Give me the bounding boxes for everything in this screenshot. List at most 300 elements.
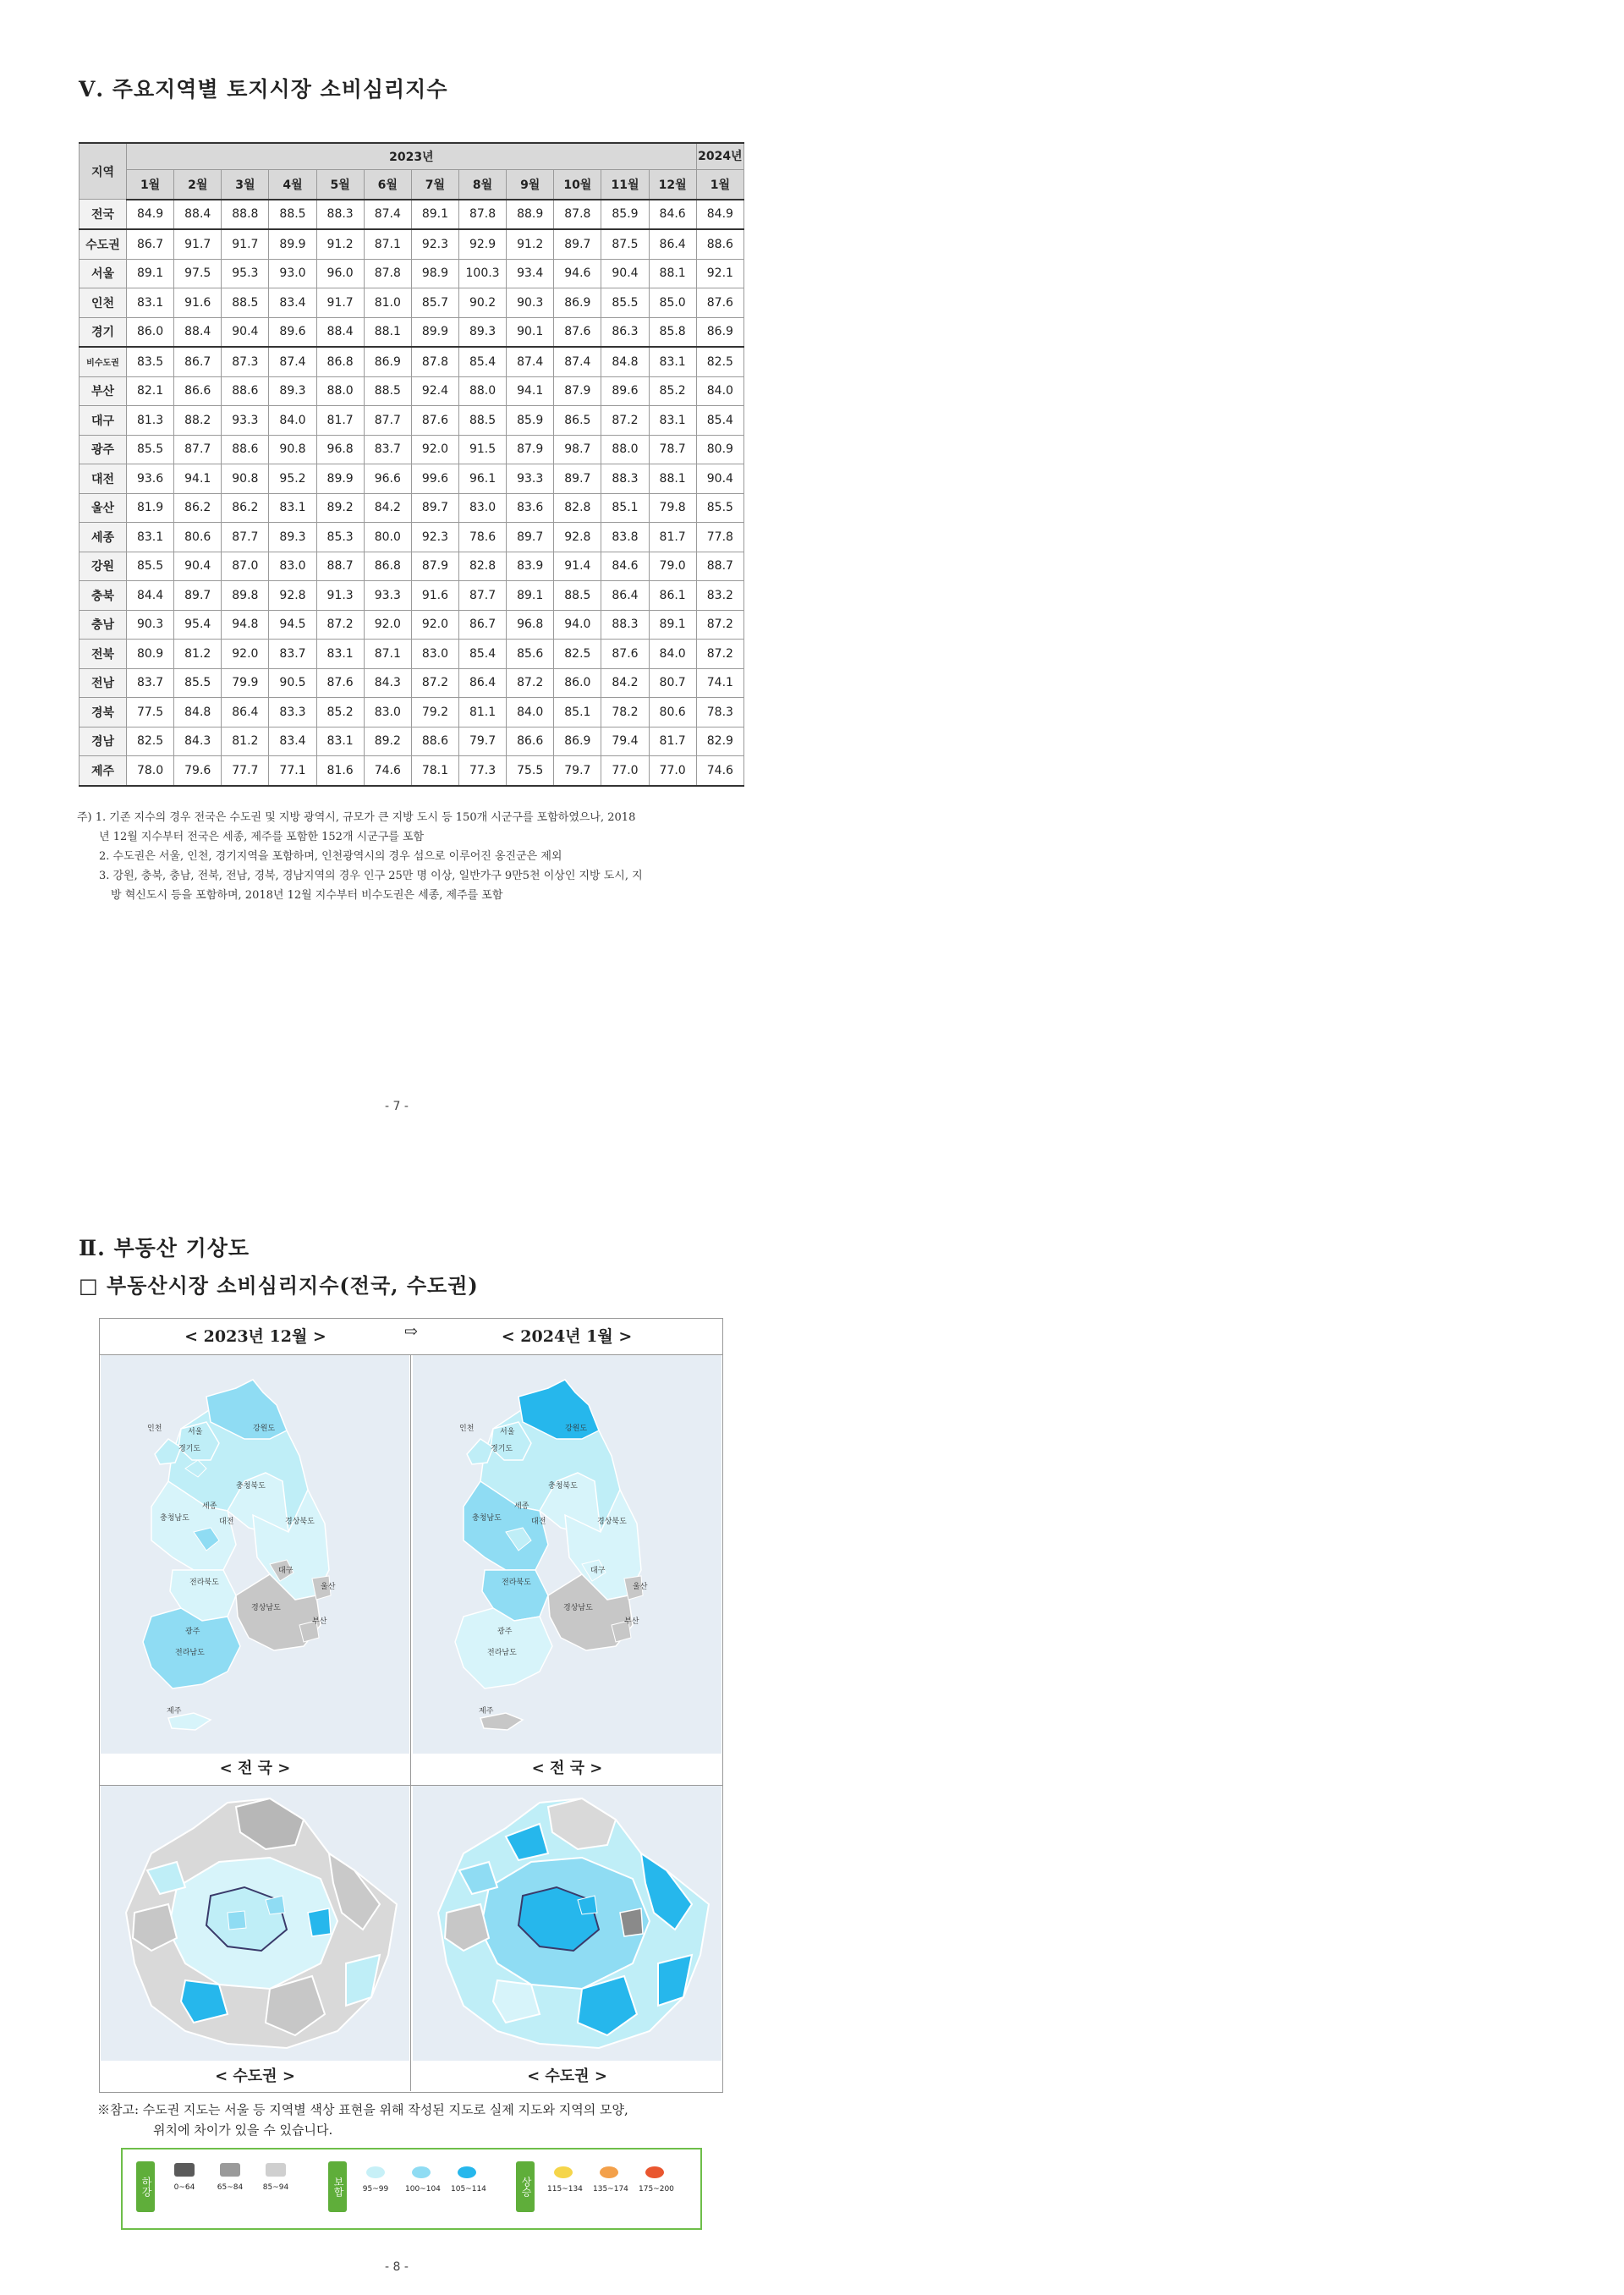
- value-cell: 92.0: [364, 610, 411, 640]
- value-cell: 84.4: [127, 581, 174, 611]
- capital-map-2023-12: [101, 1786, 409, 2061]
- value-cell: 86.9: [554, 727, 601, 756]
- caption-national-right: < 전 국 >: [413, 1754, 721, 1784]
- value-cell: 90.4: [601, 259, 649, 288]
- value-cell: 83.0: [458, 493, 506, 523]
- region-cell: 서울: [80, 259, 127, 288]
- value-cell: 85.4: [458, 347, 506, 376]
- table-row: [80, 200, 744, 230]
- value-cell: 89.1: [649, 610, 696, 640]
- value-cell: 80.7: [649, 668, 696, 698]
- legend-item: [593, 2163, 628, 2193]
- value-cell: 82.5: [554, 640, 601, 669]
- value-cell: 88.5: [222, 288, 269, 318]
- value-cell: 87.1: [364, 640, 411, 669]
- table-row: [80, 376, 744, 406]
- value-cell: 85.2: [649, 376, 696, 406]
- value-cell: 74.1: [696, 668, 743, 698]
- month-header: 3월: [222, 170, 269, 200]
- value-cell: 89.9: [269, 229, 316, 259]
- value-cell: 79.0: [649, 552, 696, 581]
- value-cell: 85.9: [507, 406, 554, 436]
- map-note-line2: 위치에 차이가 있을 수 있습니다.: [153, 2122, 333, 2138]
- legend-label: 175~200: [639, 2185, 674, 2193]
- legend-swatch: [266, 2163, 286, 2177]
- map-region-label: 부산: [312, 1617, 327, 1626]
- table-row: [80, 493, 744, 523]
- value-cell: 91.4: [554, 552, 601, 581]
- weather-map-frame: [99, 1318, 723, 2093]
- region-cell: 충남: [80, 610, 127, 640]
- map-region-label: 경상남도: [251, 1604, 281, 1612]
- value-cell: 87.9: [554, 376, 601, 406]
- value-cell: 92.8: [269, 581, 316, 611]
- region-cell: 전국: [80, 200, 127, 230]
- value-cell: 91.6: [174, 288, 222, 318]
- value-cell: 78.6: [458, 523, 506, 552]
- value-cell: 77.1: [269, 756, 316, 786]
- map-region-label: 서울: [188, 1428, 203, 1436]
- value-cell: 85.1: [554, 698, 601, 727]
- value-cell: 93.6: [127, 464, 174, 494]
- value-cell: 89.7: [507, 523, 554, 552]
- note-3-cont: 방 혁신도시 등을 포함하며, 2018년 12월 지수부터 비수도권은 세종, 제주를 포함: [111, 889, 503, 902]
- month-header: 4월: [269, 170, 316, 200]
- table-row: [80, 347, 744, 376]
- value-cell: 77.3: [458, 756, 506, 786]
- value-cell: 81.2: [222, 727, 269, 756]
- value-cell: 91.6: [411, 581, 458, 611]
- value-cell: 85.0: [649, 288, 696, 318]
- map-region-label: 경기도: [491, 1445, 513, 1453]
- value-cell: 86.8: [316, 347, 364, 376]
- value-cell: 85.3: [316, 523, 364, 552]
- index-legend: [121, 2148, 702, 2230]
- value-cell: 87.4: [554, 347, 601, 376]
- region-cell: 충북: [80, 581, 127, 611]
- value-cell: 77.0: [649, 756, 696, 786]
- legend-item: [451, 2163, 486, 2193]
- value-cell: 80.9: [127, 640, 174, 669]
- legend-item: [547, 2163, 583, 2193]
- value-cell: 85.5: [127, 552, 174, 581]
- value-cell: 82.8: [458, 552, 506, 581]
- map-region-label: 충청남도: [160, 1514, 189, 1523]
- caption-capital-right: < 수도권 >: [413, 2062, 721, 2091]
- month-header: 8월: [458, 170, 506, 200]
- value-cell: 89.1: [411, 200, 458, 230]
- value-cell: 96.1: [458, 464, 506, 494]
- value-cell: 96.8: [507, 610, 554, 640]
- table-row: [80, 668, 744, 698]
- region-cell: 경남: [80, 727, 127, 756]
- map-region-label: 전라남도: [487, 1649, 517, 1657]
- value-cell: 83.7: [364, 435, 411, 464]
- value-cell: 84.2: [364, 493, 411, 523]
- value-cell: 96.0: [316, 259, 364, 288]
- value-cell: 87.9: [507, 435, 554, 464]
- table-row: [80, 288, 744, 318]
- value-cell: 90.3: [127, 610, 174, 640]
- caption-capital-left: < 수도권 >: [101, 2062, 409, 2091]
- value-cell: 84.9: [127, 200, 174, 230]
- map-region-label: 제주: [479, 1707, 494, 1716]
- value-cell: 98.9: [411, 259, 458, 288]
- month-header: 12월: [649, 170, 696, 200]
- value-cell: 82.8: [554, 493, 601, 523]
- month-header: 2월: [174, 170, 222, 200]
- map-region-label: 울산: [633, 1583, 648, 1591]
- value-cell: 82.1: [127, 376, 174, 406]
- value-cell: 78.0: [127, 756, 174, 786]
- value-cell: 89.3: [269, 376, 316, 406]
- table-row: [80, 523, 744, 552]
- month-header: 7월: [411, 170, 458, 200]
- map-region-label: 서울: [500, 1428, 515, 1436]
- map-region-label: 충청북도: [236, 1482, 266, 1491]
- value-cell: 83.7: [127, 668, 174, 698]
- month-header: 9월: [507, 170, 554, 200]
- value-cell: 87.3: [222, 347, 269, 376]
- region-cell: 부산: [80, 376, 127, 406]
- value-cell: 84.3: [174, 727, 222, 756]
- value-cell: 87.6: [554, 317, 601, 347]
- value-cell: 79.8: [649, 493, 696, 523]
- page7-title: Ⅴ. 주요지역별 토지시장 소비심리지수: [79, 77, 448, 102]
- year-2024-header: 2024년: [696, 143, 743, 170]
- value-cell: 89.6: [269, 317, 316, 347]
- value-cell: 89.7: [411, 493, 458, 523]
- value-cell: 82.5: [696, 347, 743, 376]
- map-region-label: 제주: [167, 1707, 182, 1716]
- value-cell: 86.9: [554, 288, 601, 318]
- value-cell: 92.4: [411, 376, 458, 406]
- value-cell: 83.9: [507, 552, 554, 581]
- value-cell: 88.6: [696, 229, 743, 259]
- value-cell: 80.6: [649, 698, 696, 727]
- value-cell: 92.1: [696, 259, 743, 288]
- map-title-left: < 2023년 12월 >: [184, 1327, 326, 1346]
- value-cell: 85.4: [458, 640, 506, 669]
- value-cell: 89.9: [411, 317, 458, 347]
- value-cell: 87.4: [269, 347, 316, 376]
- map-region-label: 경상북도: [285, 1518, 315, 1526]
- value-cell: 87.6: [316, 668, 364, 698]
- value-cell: 83.0: [364, 698, 411, 727]
- value-cell: 84.6: [601, 552, 649, 581]
- region-cell: 대전: [80, 464, 127, 494]
- map-title-right: < 2024년 1월 >: [501, 1327, 633, 1346]
- legend-label: 105~114: [451, 2185, 486, 2193]
- value-cell: 93.4: [507, 259, 554, 288]
- map-region-label: 광주: [497, 1628, 513, 1636]
- table-row: [80, 464, 744, 494]
- value-cell: 80.0: [364, 523, 411, 552]
- value-cell: 82.5: [127, 727, 174, 756]
- value-cell: 87.2: [316, 610, 364, 640]
- legend-swatch: [645, 2166, 664, 2178]
- value-cell: 88.5: [458, 406, 506, 436]
- value-cell: 91.2: [507, 229, 554, 259]
- value-cell: 83.0: [269, 552, 316, 581]
- map-region-label: 세종: [514, 1502, 529, 1511]
- value-cell: 89.1: [507, 581, 554, 611]
- value-cell: 95.3: [222, 259, 269, 288]
- legend-label: 85~94: [262, 2183, 289, 2192]
- value-cell: 90.8: [269, 435, 316, 464]
- value-cell: 84.8: [174, 698, 222, 727]
- table-row: [80, 317, 744, 347]
- value-cell: 92.0: [222, 640, 269, 669]
- value-cell: 88.5: [364, 376, 411, 406]
- note-1: 주) 1. 기존 지수의 경우 전국은 수도권 및 지방 광역시, 규모가 큰 지방 도시 등 150개 시군구를 포함하였으나, 2018: [77, 811, 636, 824]
- value-cell: 80.6: [174, 523, 222, 552]
- legend-swatch: [220, 2163, 240, 2177]
- table-row: [80, 406, 744, 436]
- map-region-label: 대구: [278, 1567, 294, 1575]
- region-cell: 제주: [80, 756, 127, 786]
- value-cell: 94.1: [174, 464, 222, 494]
- value-cell: 83.0: [411, 640, 458, 669]
- value-cell: 81.6: [316, 756, 364, 786]
- value-cell: 86.7: [458, 610, 506, 640]
- value-cell: 92.0: [411, 610, 458, 640]
- note-2: 2. 수도권은 서울, 인천, 경기지역을 포함하며, 인천광역시의 경우 섬으로 이루어진 옹진군은 제외: [99, 850, 562, 863]
- legend-label: 95~99: [362, 2185, 389, 2193]
- value-cell: 99.6: [411, 464, 458, 494]
- legend-swatch: [366, 2166, 385, 2178]
- table-row: [80, 259, 744, 288]
- map-note-line1: ※참고: 수도권 지도는 서울 등 지역별 색상 표현을 위해 작성된 지도로 실제 지도와 지역의 모양,: [97, 2102, 628, 2117]
- value-cell: 92.9: [458, 229, 506, 259]
- map-region-label: 전라북도: [502, 1578, 531, 1587]
- value-cell: 85.2: [316, 698, 364, 727]
- value-cell: 94.0: [554, 610, 601, 640]
- legend-swatch: [412, 2166, 431, 2178]
- value-cell: 86.5: [554, 406, 601, 436]
- value-cell: 86.9: [364, 347, 411, 376]
- value-cell: 92.3: [411, 523, 458, 552]
- value-cell: 88.4: [174, 200, 222, 230]
- value-cell: 87.0: [222, 552, 269, 581]
- value-cell: 83.4: [269, 727, 316, 756]
- map-region-label: 세종: [202, 1502, 217, 1511]
- table-row: [80, 435, 744, 464]
- value-cell: 85.6: [507, 640, 554, 669]
- value-cell: 88.5: [554, 581, 601, 611]
- legend-label: 65~84: [217, 2183, 244, 2192]
- value-cell: 88.2: [174, 406, 222, 436]
- page-number-8: - 8 -: [385, 2260, 409, 2274]
- value-cell: 78.3: [696, 698, 743, 727]
- value-cell: 90.5: [269, 668, 316, 698]
- value-cell: 74.6: [696, 756, 743, 786]
- table-notes: [77, 808, 754, 905]
- value-cell: 83.7: [269, 640, 316, 669]
- map-region-label: 울산: [321, 1583, 336, 1591]
- page-number-7: - 7 -: [385, 1100, 409, 1113]
- month-header: 10월: [554, 170, 601, 200]
- note-3: 3. 강원, 충북, 충남, 전북, 전남, 경북, 경남지역의 경우 인구 25만 명 이상, 일반가구 9만5천 이상인 지방 도시, 지: [99, 870, 643, 882]
- value-cell: 88.0: [458, 376, 506, 406]
- value-cell: 100.3: [458, 259, 506, 288]
- value-cell: 87.7: [222, 523, 269, 552]
- national-map-2023-12: [101, 1354, 409, 1784]
- region-cell: 세종: [80, 523, 127, 552]
- value-cell: 91.7: [316, 288, 364, 318]
- value-cell: 87.8: [411, 347, 458, 376]
- section-subtitle: □ 부동산시장 소비심리지수(전국, 수도권): [79, 1273, 479, 1298]
- value-cell: 83.3: [269, 698, 316, 727]
- value-cell: 74.6: [364, 756, 411, 786]
- value-cell: 86.7: [174, 347, 222, 376]
- table-row: [80, 581, 744, 611]
- legend-item: [359, 2163, 392, 2193]
- value-cell: 86.4: [649, 229, 696, 259]
- value-cell: 89.2: [364, 727, 411, 756]
- value-cell: 86.6: [507, 727, 554, 756]
- value-cell: 86.2: [222, 493, 269, 523]
- value-cell: 79.4: [601, 727, 649, 756]
- value-cell: 87.1: [364, 229, 411, 259]
- value-cell: 88.1: [649, 259, 696, 288]
- value-cell: 87.2: [696, 610, 743, 640]
- value-cell: 88.3: [601, 464, 649, 494]
- legend-swatch: [554, 2166, 573, 2178]
- value-cell: 93.3: [507, 464, 554, 494]
- value-cell: 88.7: [696, 552, 743, 581]
- value-cell: 89.9: [316, 464, 364, 494]
- region-cell: 강원: [80, 552, 127, 581]
- value-cell: 87.5: [601, 229, 649, 259]
- capital-map-2024-01: [413, 1786, 721, 2061]
- map-region-label: 전라남도: [175, 1649, 205, 1657]
- value-cell: 87.6: [601, 640, 649, 669]
- map-reference-note: [97, 2100, 740, 2140]
- value-cell: 85.4: [696, 406, 743, 436]
- value-cell: 86.4: [601, 581, 649, 611]
- legend-swatch: [174, 2163, 195, 2177]
- value-cell: 89.7: [174, 581, 222, 611]
- value-cell: 78.1: [411, 756, 458, 786]
- value-cell: 93.3: [222, 406, 269, 436]
- value-cell: 92.8: [554, 523, 601, 552]
- value-cell: 81.0: [364, 288, 411, 318]
- legend-item: [260, 2163, 292, 2192]
- map-region-label: 부산: [624, 1617, 639, 1626]
- value-cell: 84.3: [364, 668, 411, 698]
- value-cell: 87.2: [411, 668, 458, 698]
- value-cell: 90.4: [222, 317, 269, 347]
- value-cell: 88.4: [316, 317, 364, 347]
- value-cell: 88.8: [222, 200, 269, 230]
- value-cell: 96.6: [364, 464, 411, 494]
- legend-label: 135~174: [593, 2185, 628, 2193]
- legend-swatch: [458, 2166, 476, 2178]
- value-cell: 89.8: [222, 581, 269, 611]
- value-cell: 85.5: [601, 288, 649, 318]
- value-cell: 94.5: [269, 610, 316, 640]
- value-cell: 83.4: [269, 288, 316, 318]
- table-row: [80, 756, 744, 786]
- value-cell: 77.8: [696, 523, 743, 552]
- legend-item: [639, 2163, 674, 2193]
- value-cell: 84.9: [696, 200, 743, 230]
- legend-group-rise: 상승: [516, 2161, 535, 2212]
- value-cell: 90.4: [174, 552, 222, 581]
- value-cell: 81.3: [127, 406, 174, 436]
- value-cell: 83.1: [316, 727, 364, 756]
- month-header: 11월: [601, 170, 649, 200]
- value-cell: 88.6: [222, 376, 269, 406]
- legend-label: 0~64: [173, 2183, 195, 2192]
- value-cell: 88.4: [174, 317, 222, 347]
- table-row: [80, 727, 744, 756]
- region-cell: 대구: [80, 406, 127, 436]
- value-cell: 79.9: [222, 668, 269, 698]
- value-cell: 88.5: [269, 200, 316, 230]
- value-cell: 78.2: [601, 698, 649, 727]
- value-cell: 87.6: [411, 406, 458, 436]
- value-cell: 81.7: [649, 727, 696, 756]
- value-cell: 84.2: [601, 668, 649, 698]
- legend-item: [214, 2163, 246, 2192]
- value-cell: 97.5: [174, 259, 222, 288]
- region-cell: 수도권: [80, 229, 127, 259]
- value-cell: 83.6: [507, 493, 554, 523]
- value-cell: 93.0: [269, 259, 316, 288]
- value-cell: 91.7: [174, 229, 222, 259]
- value-cell: 91.2: [316, 229, 364, 259]
- month-header: 5월: [316, 170, 364, 200]
- value-cell: 81.7: [316, 406, 364, 436]
- land-market-index-table: [79, 142, 744, 787]
- value-cell: 86.2: [174, 493, 222, 523]
- value-cell: 83.1: [127, 523, 174, 552]
- value-cell: 83.1: [649, 347, 696, 376]
- note-1-cont: 년 12월 지수부터 전국은 세종, 제주를 포함한 152개 시군구를 포함: [99, 831, 425, 843]
- region-cell: 광주: [80, 435, 127, 464]
- value-cell: 95.4: [174, 610, 222, 640]
- value-cell: 91.5: [458, 435, 506, 464]
- value-cell: 87.8: [364, 259, 411, 288]
- value-cell: 83.1: [127, 288, 174, 318]
- map-region-label: 경상남도: [563, 1604, 593, 1612]
- value-cell: 85.7: [411, 288, 458, 318]
- legend-group-flat: 보합: [328, 2161, 347, 2212]
- month-header: 1월: [127, 170, 174, 200]
- value-cell: 95.2: [269, 464, 316, 494]
- value-cell: 89.6: [601, 376, 649, 406]
- map-region-label: 전라북도: [189, 1578, 219, 1587]
- map-region-label: 인천: [147, 1425, 162, 1433]
- value-cell: 86.3: [601, 317, 649, 347]
- value-cell: 84.6: [649, 200, 696, 230]
- map-region-label: 충청남도: [472, 1514, 502, 1523]
- value-cell: 88.1: [649, 464, 696, 494]
- map-region-label: 대구: [590, 1567, 606, 1575]
- value-cell: 81.9: [127, 493, 174, 523]
- value-cell: 90.3: [507, 288, 554, 318]
- value-cell: 86.9: [696, 317, 743, 347]
- value-cell: 87.2: [601, 406, 649, 436]
- value-cell: 87.2: [507, 668, 554, 698]
- map-region-label: 충청북도: [548, 1482, 578, 1491]
- value-cell: 79.7: [458, 727, 506, 756]
- value-cell: 92.0: [411, 435, 458, 464]
- value-cell: 87.9: [411, 552, 458, 581]
- value-cell: 84.8: [601, 347, 649, 376]
